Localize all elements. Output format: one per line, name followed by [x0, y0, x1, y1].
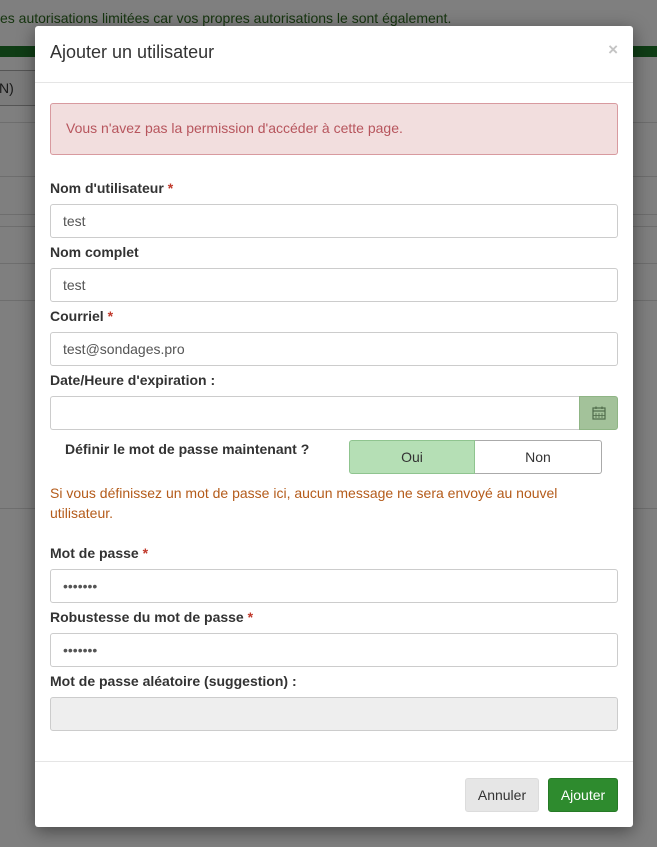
modal-header — [35, 26, 633, 83]
expiration-input[interactable] — [50, 396, 580, 430]
required-marker: * — [142, 545, 149, 561]
random-password-label: Mot de passe aléatoire (suggestion) : — [50, 673, 297, 689]
email-label-text: Courriel — [50, 308, 104, 324]
password-strength-label — [50, 609, 253, 625]
fullname-input[interactable] — [50, 268, 618, 302]
password-strength-label-text: Robustesse du mot de passe — [50, 609, 244, 625]
required-marker: * — [167, 180, 174, 196]
expiration-label: Date/Heure d'expiration : — [50, 372, 216, 388]
email-input[interactable] — [50, 332, 618, 366]
username-label — [50, 180, 173, 196]
password-label-text: Mot de passe — [50, 545, 139, 561]
email-label — [50, 308, 113, 324]
fullname-label: Nom complet — [50, 244, 139, 260]
required-marker: * — [247, 609, 254, 625]
add-user-button[interactable]: Ajouter — [548, 778, 618, 812]
set-password-toggle — [349, 440, 602, 474]
permission-alert: Vous n'avez pas la permission d'accéder à cette page. — [50, 103, 618, 155]
password-confirm-input[interactable] — [50, 633, 618, 667]
username-input[interactable] — [50, 204, 618, 238]
username-label-text: Nom d'utilisateur — [50, 180, 164, 196]
set-password-yes-button[interactable]: Oui — [349, 440, 475, 474]
random-password-input[interactable] — [50, 697, 618, 731]
calendar-button[interactable] — [579, 396, 618, 430]
calendar-icon — [592, 406, 606, 420]
close-icon[interactable]: × — [608, 40, 618, 59]
modal-title: Ajouter un utilisateur — [50, 42, 215, 62]
modal-body — [50, 103, 618, 689]
set-password-label: Définir le mot de passe maintenant ? — [65, 441, 310, 457]
add-user-dialog — [35, 26, 633, 827]
expiration-datetime-picker — [50, 396, 618, 430]
set-password-no-button[interactable]: Non — [475, 440, 602, 474]
cancel-button[interactable]: Annuler — [465, 778, 539, 812]
password-warning-text: Si vous définissez un mot de passe ici, aucun message ne sera envoyé au nouvel utilisateur. — [50, 485, 558, 521]
modal-footer — [35, 761, 633, 827]
required-marker: * — [107, 308, 114, 324]
password-label — [50, 545, 148, 561]
password-input[interactable] — [50, 569, 618, 603]
